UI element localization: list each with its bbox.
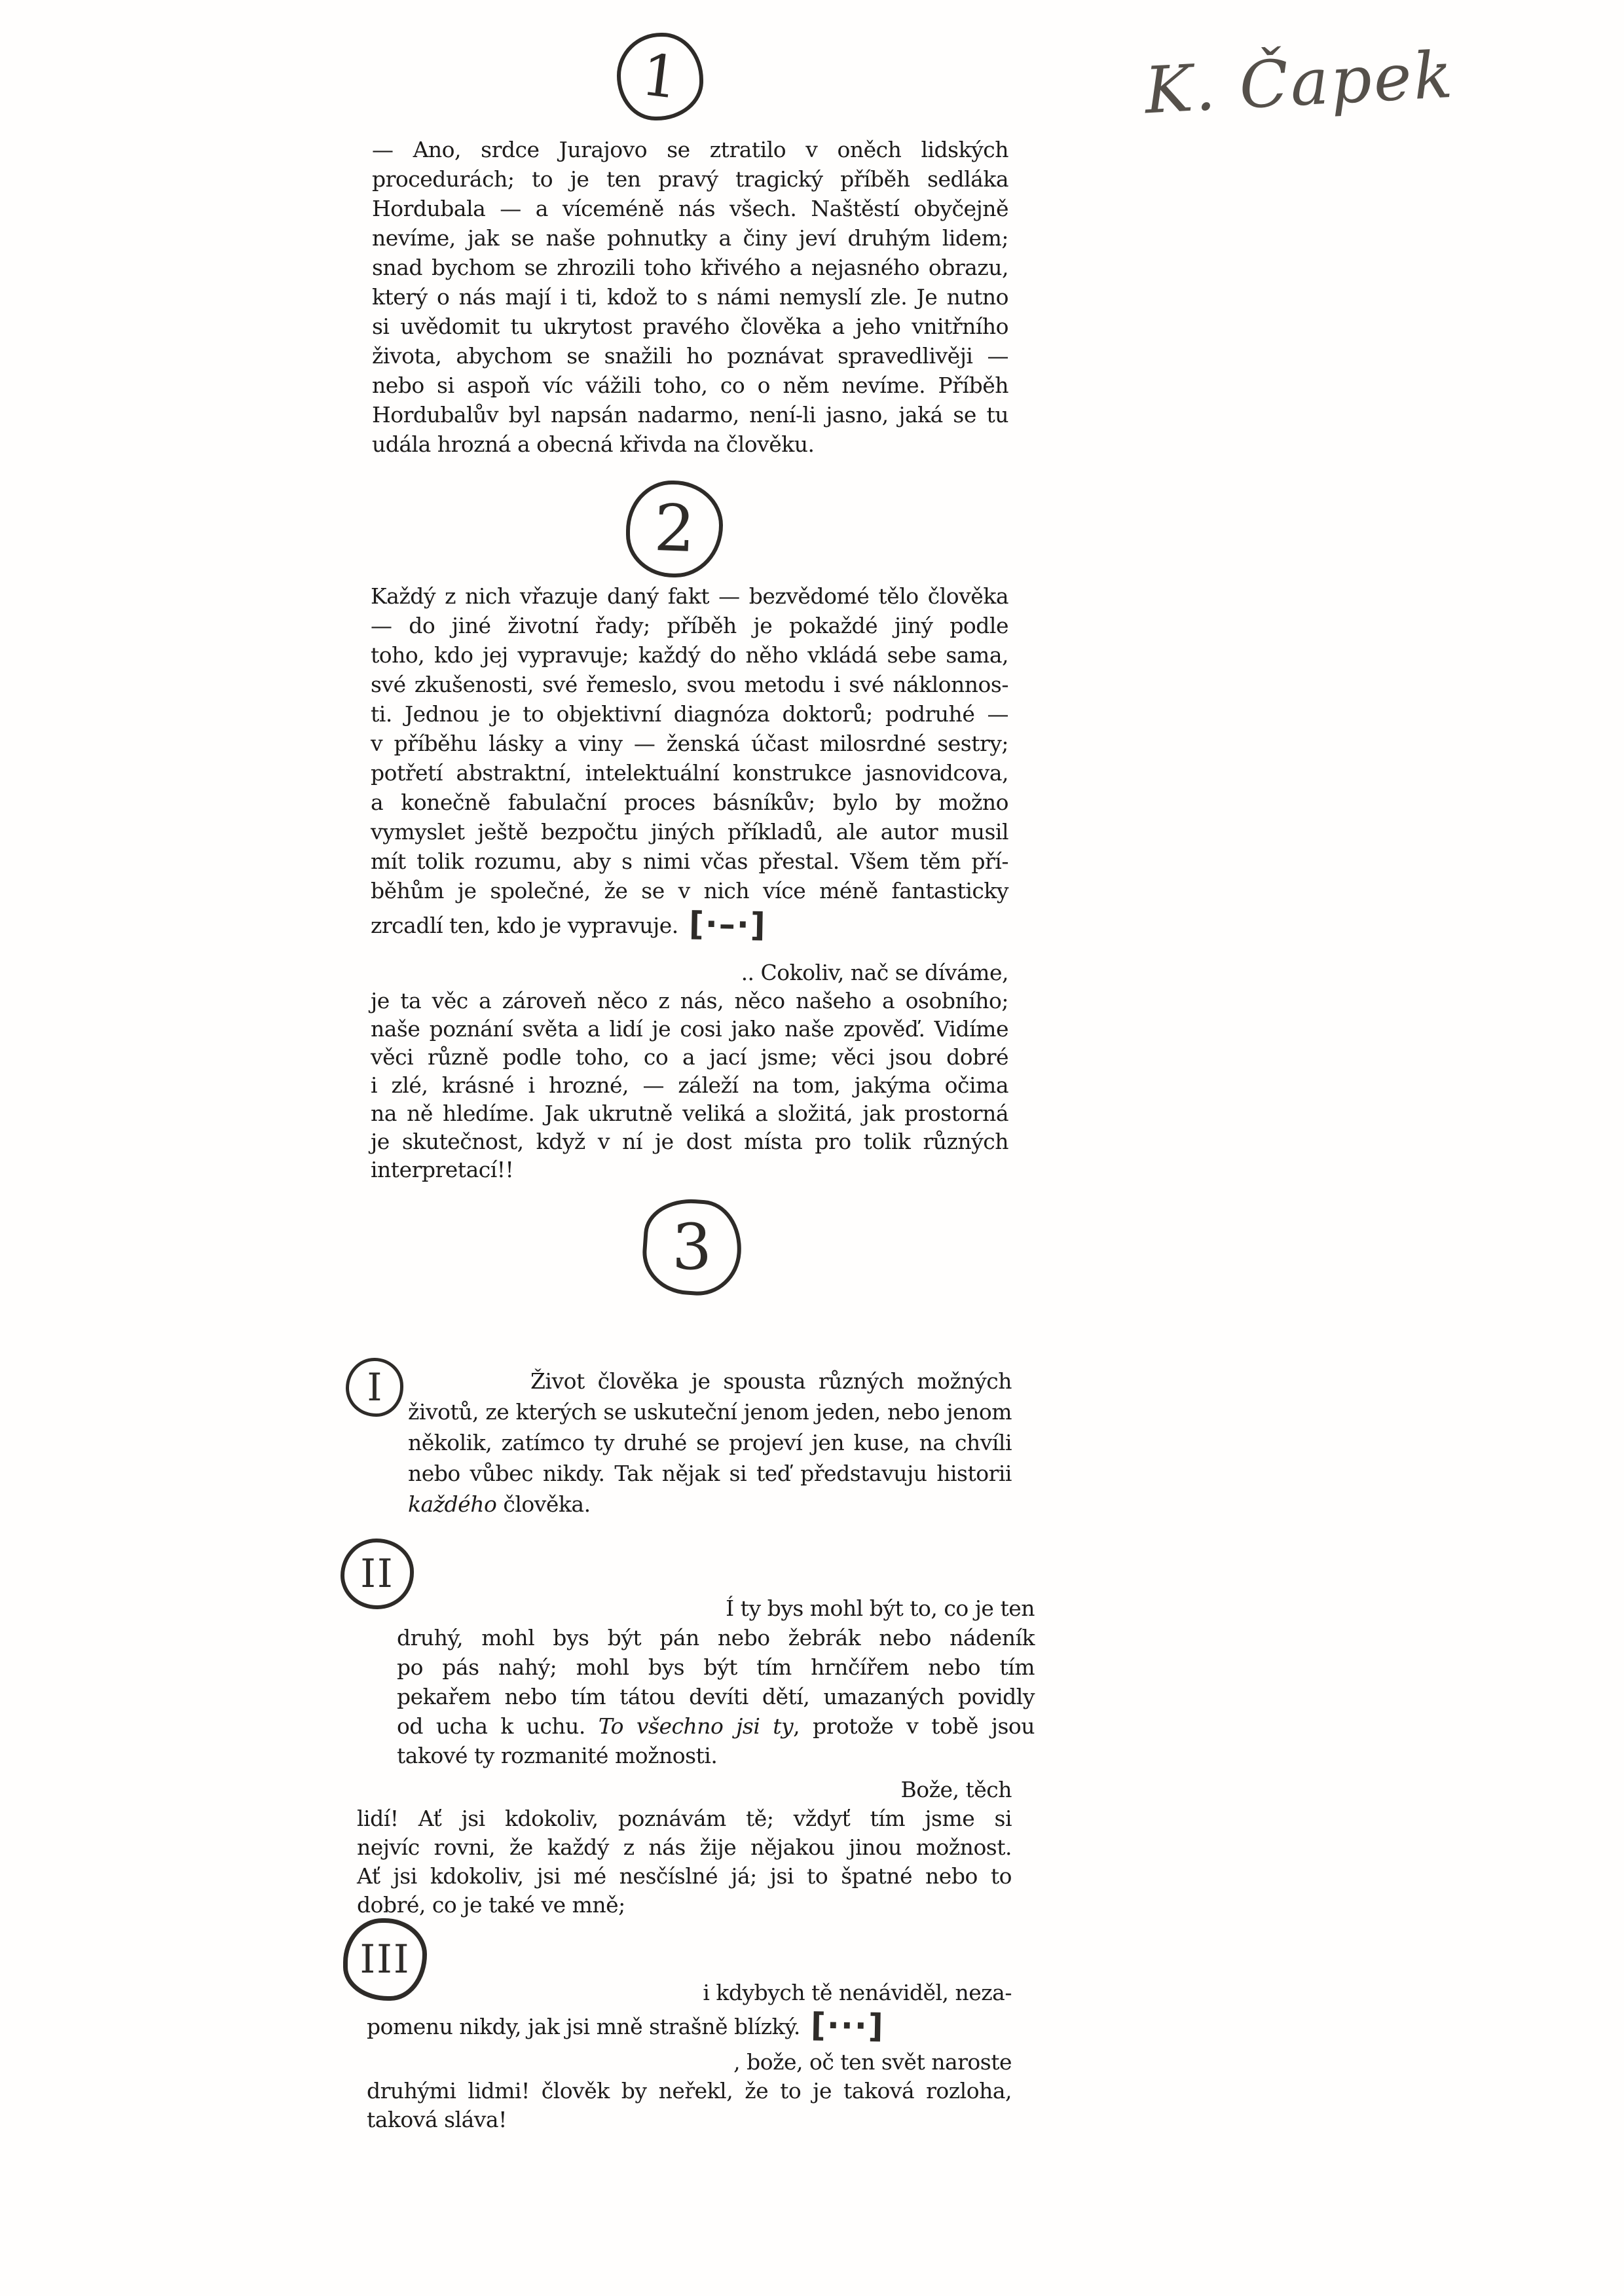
text-fragment: pomenu nikdy, jak jsi mně strašně blízký. [367, 2014, 800, 2039]
text-line: procedurách; to je ten pravý tragický příběh sedláka [372, 166, 1008, 192]
text-line: nebo si aspoň víc vážili toho, co o něm nevíme. Příběh [372, 373, 1008, 398]
omission-bracket-mark: [···] [810, 2006, 885, 2045]
text-line [408, 1489, 1012, 1520]
text-line: pekařem nebo tím tátou devíti dětí, umazaných povidly [397, 1684, 1035, 1709]
text-line: na ně hledíme. Jak ukrutně veliká a složitá, jak prostorná [371, 1101, 1008, 1126]
text-line: ti. Jednou je to objektivní diagnóza doktorů; podruhé — [371, 701, 1008, 727]
text-line: Ať jsi kdokoliv, jsi mé nesčíslné já; jsi to špatné nebo to [357, 1863, 1012, 1889]
text-line: životů, ze kterých se uskuteční jenom jeden, nebo jenom [408, 1399, 1012, 1425]
text-line: — Ano, srdce Jurajovo se ztratilo v oněch lidských [372, 137, 1008, 162]
text-line: snad bychom se zhrozili toho křivého a nejasného obrazu, [372, 255, 1008, 280]
text-line: Život člověka je spousta různých možných [530, 1368, 1012, 1394]
text-line: Bože, těch [900, 1777, 1012, 1802]
circled-roman-numeral-1-label: I [367, 1365, 382, 1410]
text-line: Každý z nich vřazuje daný fakt — bezvědomé tělo člověka [371, 583, 1008, 609]
text-line: který o nás mají i ti, kdož to s námi nemyslí zle. Je nutno [372, 284, 1008, 310]
text-fragment: od ucha k uchu. [397, 1713, 599, 1739]
omission-bracket-mark: [·–·] [688, 904, 767, 945]
paragraph-4 [408, 1366, 1012, 1520]
circled-number-3 [640, 1196, 745, 1298]
text-line: života, abychom se snažili ho poznávat spravedlivěji — [372, 343, 1008, 369]
text-line: toho, kdo jej vypravuje; každý do něho vkládá sebe sama, [371, 642, 1008, 668]
paragraph-2 [371, 581, 1008, 945]
italic-phrase: To všechno jsi ty [598, 1713, 794, 1739]
text-line: takové ty rozmanité možnosti. [397, 1743, 718, 1768]
circled-roman-numeral-1 [346, 1358, 403, 1417]
text-line [367, 2006, 1012, 2045]
text-line: běhům je společné, že se v nich více méně fantasticky [371, 878, 1008, 903]
text-line: je ta věc a zároveň něco z nás, něco našeho a osobního; [371, 988, 1008, 1013]
text-line: .. Cokoliv, nač se díváme, [741, 960, 1008, 985]
text-line: nebo vůbec nikdy. Tak nějak si teď představuju historii [408, 1461, 1012, 1486]
text-line: potřetí abstraktní, intelektuální konstrukce jasnovidcova, [371, 760, 1008, 786]
paragraph-7 [367, 1978, 1012, 2045]
text-line [397, 1711, 1035, 1741]
text-line: i kdybych tě nenáviděl, neza- [703, 1980, 1012, 2005]
text-line: nevíme, jak se naše pohnutky a činy jeví druhým lidem; [372, 225, 1008, 251]
text-line: taková sláva! [367, 2107, 507, 2132]
circled-number-2 [626, 481, 723, 577]
text-line: a konečně fabulační proces básníkův; bylo by možno [371, 790, 1008, 815]
text-line: Í ty bys mohl být to, co je ten [726, 1595, 1035, 1621]
text-line: Hordubala — a víceméně nás všech. Naštěstí obyčejně [372, 196, 1008, 221]
text-line: vymyslet ještě bezpočtu jiných příkladů, ale autor musil [371, 819, 1008, 845]
paragraph-6 [357, 1776, 1012, 1920]
circled-number-1 [617, 33, 703, 120]
text-line: druhý, mohl bys být pán nebo žebrák nebo nádeník [397, 1625, 1035, 1650]
text-line: nejvíc rovni, že každý z nás žije nějakou jinou možnost. [357, 1834, 1012, 1860]
text-line: dobré, co je také ve mně; [357, 1892, 625, 1918]
circled-number-1-label: 1 [637, 40, 683, 113]
text-line: Hordubalův byl napsán nadarmo, není-li jasno, jaká se tu [372, 402, 1008, 428]
text-line: několik, zatímco ty druhé se projeví jen kuse, na chvíli [408, 1430, 1012, 1455]
text-line: své zkušenosti, své řemeslo, svou metodu i své náklonnos- [371, 672, 1008, 697]
circled-roman-numeral-3-label: III [360, 1937, 411, 1982]
italic-word: každého [408, 1491, 497, 1517]
text-line: mít tolik rozumu, aby s nimi včas přestal. Všem těm pří- [371, 848, 1008, 874]
paragraph-8 [367, 2048, 1012, 2134]
text-line: věci různě podle toho, co a jací jsme; věci jsou dobré [371, 1044, 1008, 1070]
text-line: — do jiné životní řady; příběh je pokaždé jiný podle [371, 613, 1008, 638]
text-line: v příběhu lásky a viny — ženská účast milosrdné sestry; [371, 731, 1008, 756]
text-fragment: , protože v tobě jsou [793, 1713, 1035, 1739]
text-line: interpretací!! [371, 1157, 514, 1182]
text-line [371, 904, 1008, 945]
text-line: , bože, oč ten svět naroste [733, 2049, 1012, 2075]
paragraph-3 [371, 958, 1008, 1184]
paragraph-5 [397, 1594, 1035, 1770]
text-line: po pás nahý; mohl bys být tím hrnčířem nebo tím [397, 1654, 1035, 1680]
text-line: lidí! Ať jsi kdokoliv, poznávám tě; vždyť tím jsme si [357, 1806, 1012, 1831]
paragraph-1 [372, 135, 1008, 459]
text-fragment: člověka. [496, 1491, 591, 1517]
text-line: je skutečnost, když v ní je dost místa pro tolik různých [371, 1129, 1008, 1154]
text-line: naše poznání světa a lidí je cosi jako naše zpověď. Vidíme [371, 1016, 1008, 1042]
signature-k-capek: K. Čapek [1143, 37, 1456, 129]
text-line: udála hrozná a obecná křivda na člověku. [372, 431, 815, 457]
circled-number-2-label: 2 [652, 490, 697, 568]
text-fragment: zrcadlí ten, kdo je vypravuje. [371, 913, 678, 938]
circled-number-3-label: 3 [672, 1210, 712, 1284]
circled-roman-numeral-2-label: II [360, 1551, 394, 1597]
text-line: si uvědomit tu ukrytost pravého člověka a jeho vnitřního [372, 314, 1008, 339]
text-line: druhými lidmi! člověk by neřekl, že to je taková rozloha, [367, 2078, 1012, 2104]
text-line: i zlé, krásné i hrozné, — záleží na tom, jakýma očima [371, 1072, 1008, 1098]
